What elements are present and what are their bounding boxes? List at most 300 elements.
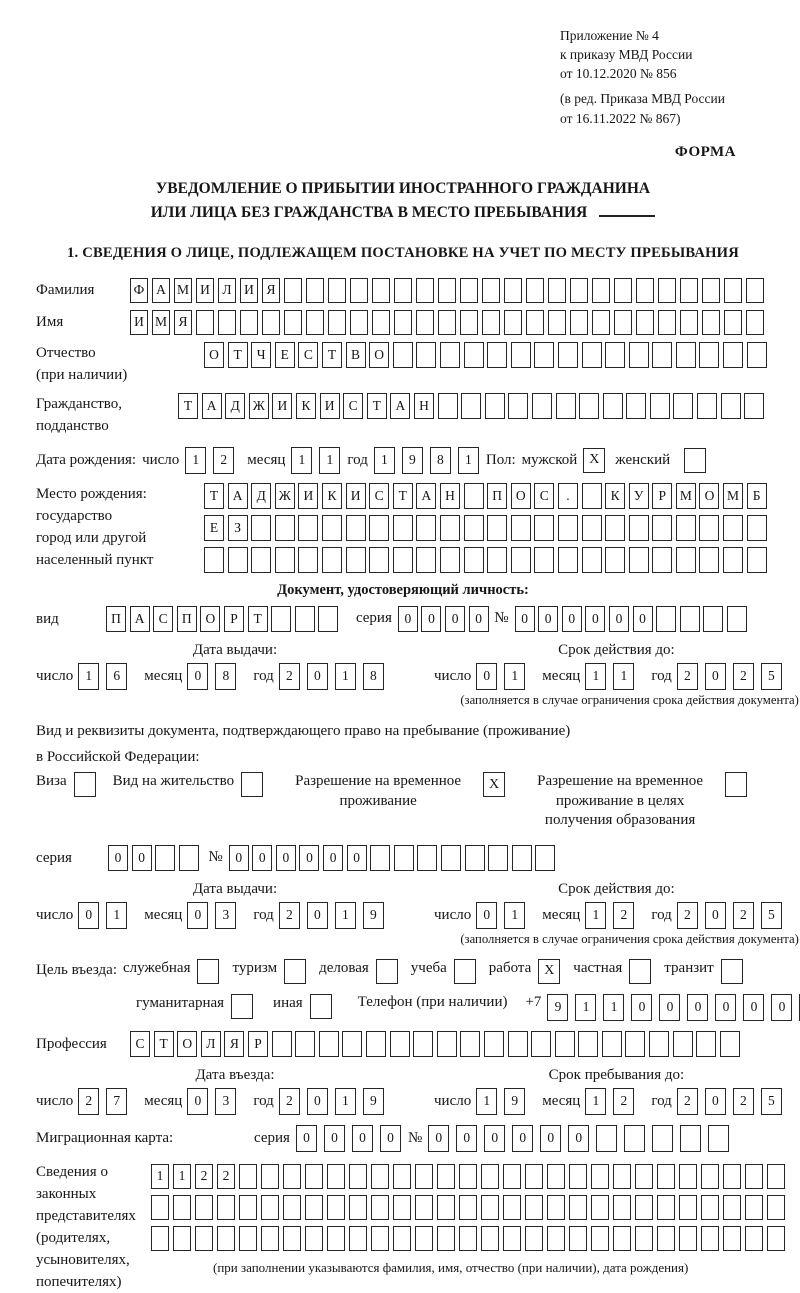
char-cell[interactable]: 6 (106, 663, 127, 690)
char-cell[interactable]: Ф (130, 278, 148, 303)
char-cell[interactable] (699, 342, 719, 368)
char-cell[interactable] (605, 342, 625, 368)
char-cell[interactable] (298, 515, 318, 541)
char-cell[interactable]: С (369, 483, 389, 509)
char-cell[interactable]: З (228, 515, 248, 541)
char-cell[interactable] (652, 515, 672, 541)
char-cell[interactable] (652, 342, 672, 368)
char-cell[interactable]: С (534, 483, 554, 509)
char-cell[interactable] (327, 1195, 345, 1220)
char-cell[interactable] (322, 515, 342, 541)
char-cell[interactable]: 1 (335, 1088, 356, 1115)
char-cell[interactable] (504, 310, 522, 335)
char-cell[interactable] (438, 393, 458, 419)
char-cell[interactable]: 0 (276, 845, 296, 871)
char-cell[interactable] (673, 393, 693, 419)
char-cell[interactable]: 0 (299, 845, 319, 871)
char-cell[interactable]: 0 (307, 902, 328, 929)
char-cell[interactable]: 1 (335, 902, 356, 929)
char-cell[interactable]: 5 (761, 663, 782, 690)
char-cell[interactable] (319, 1031, 339, 1057)
char-cell[interactable] (371, 1226, 389, 1251)
char-cell[interactable] (195, 1195, 213, 1220)
char-cell[interactable]: 1 (319, 447, 340, 474)
char-cell[interactable] (151, 1226, 169, 1251)
char-cell[interactable] (526, 310, 544, 335)
char-cell[interactable] (322, 547, 342, 573)
checkbox[interactable] (376, 959, 398, 984)
char-cell[interactable] (481, 1226, 499, 1251)
char-cell[interactable] (370, 845, 390, 871)
char-cell[interactable] (626, 393, 646, 419)
char-cell[interactable] (591, 1195, 609, 1220)
char-cell[interactable] (679, 1164, 697, 1189)
char-cell[interactable] (415, 1164, 433, 1189)
char-cell[interactable]: 2 (279, 1088, 300, 1115)
char-cell[interactable] (635, 1226, 653, 1251)
char-cell[interactable]: Я (224, 1031, 244, 1057)
char-cell[interactable] (649, 1031, 669, 1057)
char-cell[interactable] (570, 310, 588, 335)
char-cell[interactable] (508, 1031, 528, 1057)
char-cell[interactable]: 1 (504, 902, 525, 929)
char-cell[interactable] (676, 547, 696, 573)
char-cell[interactable] (723, 1226, 741, 1251)
char-cell[interactable] (613, 1195, 631, 1220)
char-cell[interactable] (217, 1226, 235, 1251)
char-cell[interactable]: 0 (398, 606, 418, 632)
char-cell[interactable] (555, 1031, 575, 1057)
char-cell[interactable]: 7 (106, 1088, 127, 1115)
char-cell[interactable] (676, 342, 696, 368)
char-cell[interactable]: 0 (469, 606, 489, 632)
char-cell[interactable]: 1 (575, 994, 596, 1021)
char-cell[interactable] (460, 310, 478, 335)
char-cell[interactable] (440, 342, 460, 368)
char-cell[interactable]: 2 (213, 447, 234, 474)
char-cell[interactable] (440, 515, 460, 541)
char-cell[interactable] (481, 1164, 499, 1189)
char-cell[interactable]: Ч (251, 342, 271, 368)
char-cell[interactable] (531, 1031, 551, 1057)
char-cell[interactable]: О (177, 1031, 197, 1057)
char-cell[interactable]: 1 (185, 447, 206, 474)
char-cell[interactable]: С (343, 393, 363, 419)
char-cell[interactable] (624, 1125, 645, 1152)
char-cell[interactable]: О (200, 606, 220, 632)
char-cell[interactable] (371, 1164, 389, 1189)
char-cell[interactable] (487, 547, 507, 573)
char-cell[interactable]: И (272, 393, 292, 419)
checkbox[interactable] (241, 772, 263, 797)
char-cell[interactable]: 2 (613, 1088, 634, 1115)
char-cell[interactable] (349, 1164, 367, 1189)
char-cell[interactable] (369, 515, 389, 541)
char-cell[interactable]: А (130, 606, 150, 632)
char-cell[interactable] (592, 310, 610, 335)
char-cell[interactable]: 8 (363, 663, 384, 690)
checkbox[interactable]: X (538, 959, 560, 984)
char-cell[interactable] (534, 547, 554, 573)
char-cell[interactable]: Т (204, 483, 224, 509)
char-cell[interactable]: Ж (275, 483, 295, 509)
char-cell[interactable]: 0 (609, 606, 629, 632)
char-cell[interactable] (679, 1226, 697, 1251)
char-cell[interactable]: 8 (215, 663, 236, 690)
char-cell[interactable] (582, 483, 602, 509)
char-cell[interactable] (283, 1164, 301, 1189)
char-cell[interactable]: 1 (335, 663, 356, 690)
char-cell[interactable] (349, 1195, 367, 1220)
char-cell[interactable]: П (487, 483, 507, 509)
char-cell[interactable] (680, 606, 700, 632)
char-cell[interactable] (721, 393, 741, 419)
char-cell[interactable]: 0 (771, 994, 792, 1021)
char-cell[interactable] (346, 547, 366, 573)
char-cell[interactable] (459, 1226, 477, 1251)
char-cell[interactable]: И (320, 393, 340, 419)
char-cell[interactable]: 1 (585, 902, 606, 929)
char-cell[interactable]: 9 (363, 1088, 384, 1115)
char-cell[interactable]: Т (367, 393, 387, 419)
char-cell[interactable] (569, 1164, 587, 1189)
char-cell[interactable] (657, 1226, 675, 1251)
char-cell[interactable] (393, 1164, 411, 1189)
char-cell[interactable]: 2 (733, 663, 754, 690)
char-cell[interactable] (503, 1164, 521, 1189)
char-cell[interactable] (511, 515, 531, 541)
char-cell[interactable] (437, 1164, 455, 1189)
char-cell[interactable] (155, 845, 175, 871)
char-cell[interactable]: М (676, 483, 696, 509)
char-cell[interactable]: 0 (296, 1125, 317, 1152)
char-cell[interactable] (658, 278, 676, 303)
char-cell[interactable]: 0 (659, 994, 680, 1021)
char-cell[interactable] (369, 547, 389, 573)
char-cell[interactable]: Н (414, 393, 434, 419)
char-cell[interactable]: Л (201, 1031, 221, 1057)
char-cell[interactable] (413, 1031, 433, 1057)
char-cell[interactable] (744, 393, 764, 419)
char-cell[interactable] (656, 606, 676, 632)
char-cell[interactable] (746, 278, 764, 303)
char-cell[interactable] (371, 1195, 389, 1220)
char-cell[interactable] (652, 1125, 673, 1152)
char-cell[interactable]: 0 (445, 606, 465, 632)
char-cell[interactable] (636, 278, 654, 303)
female-checkbox[interactable] (684, 448, 706, 473)
char-cell[interactable] (503, 1195, 521, 1220)
char-cell[interactable] (747, 342, 767, 368)
char-cell[interactable] (767, 1226, 785, 1251)
char-cell[interactable] (525, 1226, 543, 1251)
char-cell[interactable] (437, 1031, 457, 1057)
char-cell[interactable]: С (153, 606, 173, 632)
char-cell[interactable]: Я (174, 310, 192, 335)
char-cell[interactable]: 0 (538, 606, 558, 632)
char-cell[interactable]: 2 (677, 902, 698, 929)
char-cell[interactable] (629, 342, 649, 368)
checkbox[interactable] (310, 994, 332, 1019)
char-cell[interactable]: 0 (307, 1088, 328, 1115)
char-cell[interactable]: 2 (733, 1088, 754, 1115)
char-cell[interactable]: А (416, 483, 436, 509)
char-cell[interactable] (441, 845, 461, 871)
char-cell[interactable]: 5 (761, 902, 782, 929)
char-cell[interactable]: 1 (151, 1164, 169, 1189)
char-cell[interactable]: К (605, 483, 625, 509)
char-cell[interactable] (460, 278, 478, 303)
char-cell[interactable] (701, 1195, 719, 1220)
char-cell[interactable]: 0 (705, 1088, 726, 1115)
male-checkbox[interactable]: X (583, 448, 605, 473)
char-cell[interactable] (547, 1226, 565, 1251)
char-cell[interactable] (275, 547, 295, 573)
char-cell[interactable] (228, 547, 248, 573)
char-cell[interactable] (261, 1195, 279, 1220)
char-cell[interactable] (393, 1226, 411, 1251)
char-cell[interactable]: Т (154, 1031, 174, 1057)
char-cell[interactable] (605, 547, 625, 573)
char-cell[interactable]: 0 (562, 606, 582, 632)
char-cell[interactable] (438, 310, 456, 335)
char-cell[interactable]: М (723, 483, 743, 509)
char-cell[interactable] (525, 1195, 543, 1220)
char-cell[interactable] (460, 1031, 480, 1057)
char-cell[interactable]: Д (251, 483, 271, 509)
char-cell[interactable] (708, 1125, 729, 1152)
char-cell[interactable] (217, 1195, 235, 1220)
char-cell[interactable] (487, 342, 507, 368)
char-cell[interactable] (582, 342, 602, 368)
char-cell[interactable]: 3 (215, 1088, 236, 1115)
char-cell[interactable]: И (298, 483, 318, 509)
char-cell[interactable] (657, 1195, 675, 1220)
char-cell[interactable]: И (196, 278, 214, 303)
char-cell[interactable] (195, 1226, 213, 1251)
char-cell[interactable] (503, 1226, 521, 1251)
char-cell[interactable] (283, 1226, 301, 1251)
char-cell[interactable]: 9 (363, 902, 384, 929)
char-cell[interactable] (239, 1164, 257, 1189)
char-cell[interactable]: П (177, 606, 197, 632)
char-cell[interactable] (525, 1164, 543, 1189)
char-cell[interactable]: О (204, 342, 224, 368)
char-cell[interactable] (488, 845, 508, 871)
char-cell[interactable]: Р (248, 1031, 268, 1057)
char-cell[interactable] (328, 278, 346, 303)
char-cell[interactable] (464, 342, 484, 368)
char-cell[interactable] (535, 845, 555, 871)
char-cell[interactable]: 1 (78, 663, 99, 690)
checkbox[interactable] (725, 772, 747, 797)
char-cell[interactable]: 0 (187, 1088, 208, 1115)
char-cell[interactable] (295, 606, 315, 632)
char-cell[interactable] (680, 278, 698, 303)
char-cell[interactable] (485, 393, 505, 419)
char-cell[interactable]: 8 (430, 447, 451, 474)
checkbox[interactable] (721, 959, 743, 984)
char-cell[interactable] (614, 310, 632, 335)
char-cell[interactable] (251, 547, 271, 573)
char-cell[interactable]: К (296, 393, 316, 419)
char-cell[interactable] (512, 845, 532, 871)
char-cell[interactable] (745, 1226, 763, 1251)
checkbox[interactable] (197, 959, 219, 984)
char-cell[interactable] (603, 393, 623, 419)
char-cell[interactable] (614, 278, 632, 303)
char-cell[interactable] (702, 310, 720, 335)
char-cell[interactable] (578, 1031, 598, 1057)
char-cell[interactable]: 2 (78, 1088, 99, 1115)
char-cell[interactable]: М (174, 278, 192, 303)
char-cell[interactable] (328, 310, 346, 335)
char-cell[interactable] (658, 310, 676, 335)
char-cell[interactable] (366, 1031, 386, 1057)
char-cell[interactable] (680, 1125, 701, 1152)
char-cell[interactable] (459, 1164, 477, 1189)
char-cell[interactable]: 0 (512, 1125, 533, 1152)
char-cell[interactable]: 2 (279, 663, 300, 690)
char-cell[interactable]: Е (204, 515, 224, 541)
char-cell[interactable] (394, 310, 412, 335)
char-cell[interactable] (465, 845, 485, 871)
char-cell[interactable] (635, 1164, 653, 1189)
char-cell[interactable] (440, 547, 460, 573)
char-cell[interactable] (625, 1031, 645, 1057)
char-cell[interactable] (579, 393, 599, 419)
char-cell[interactable] (547, 1164, 565, 1189)
char-cell[interactable] (602, 1031, 622, 1057)
char-cell[interactable] (747, 515, 767, 541)
char-cell[interactable] (592, 278, 610, 303)
char-cell[interactable]: 2 (195, 1164, 213, 1189)
char-cell[interactable]: Л (218, 278, 236, 303)
char-cell[interactable] (390, 1031, 410, 1057)
char-cell[interactable] (416, 310, 434, 335)
char-cell[interactable]: И (130, 310, 148, 335)
char-cell[interactable]: 1 (458, 447, 479, 474)
char-cell[interactable] (482, 278, 500, 303)
checkbox[interactable] (74, 772, 96, 797)
char-cell[interactable] (487, 515, 507, 541)
char-cell[interactable] (556, 393, 576, 419)
char-cell[interactable]: 0 (421, 606, 441, 632)
char-cell[interactable]: 3 (215, 902, 236, 929)
char-cell[interactable]: 9 (402, 447, 423, 474)
char-cell[interactable]: 0 (380, 1125, 401, 1152)
char-cell[interactable] (723, 1195, 741, 1220)
char-cell[interactable] (673, 1031, 693, 1057)
char-cell[interactable] (569, 1195, 587, 1220)
char-cell[interactable]: 0 (568, 1125, 589, 1152)
char-cell[interactable]: 0 (540, 1125, 561, 1152)
char-cell[interactable]: 0 (132, 845, 152, 871)
char-cell[interactable] (703, 606, 723, 632)
char-cell[interactable] (305, 1226, 323, 1251)
char-cell[interactable] (196, 310, 214, 335)
char-cell[interactable]: Т (248, 606, 268, 632)
char-cell[interactable]: Б (747, 483, 767, 509)
char-cell[interactable] (179, 845, 199, 871)
char-cell[interactable] (438, 278, 456, 303)
char-cell[interactable] (173, 1195, 191, 1220)
char-cell[interactable] (635, 1195, 653, 1220)
char-cell[interactable] (464, 515, 484, 541)
char-cell[interactable]: 0 (687, 994, 708, 1021)
char-cell[interactable] (504, 278, 522, 303)
char-cell[interactable] (699, 515, 719, 541)
char-cell[interactable] (417, 845, 437, 871)
char-cell[interactable]: И (346, 483, 366, 509)
char-cell[interactable] (679, 1195, 697, 1220)
char-cell[interactable] (650, 393, 670, 419)
blank-line[interactable] (599, 215, 655, 217)
char-cell[interactable]: Т (228, 342, 248, 368)
char-cell[interactable]: 2 (733, 902, 754, 929)
char-cell[interactable] (306, 310, 324, 335)
char-cell[interactable]: 0 (324, 1125, 345, 1152)
char-cell[interactable]: М (152, 310, 170, 335)
char-cell[interactable] (459, 1195, 477, 1220)
char-cell[interactable] (481, 1195, 499, 1220)
char-cell[interactable]: О (699, 483, 719, 509)
checkbox[interactable] (284, 959, 306, 984)
char-cell[interactable] (701, 1164, 719, 1189)
char-cell[interactable]: О (369, 342, 389, 368)
char-cell[interactable]: 0 (108, 845, 128, 871)
char-cell[interactable]: 0 (323, 845, 343, 871)
char-cell[interactable]: 0 (476, 663, 497, 690)
char-cell[interactable] (393, 342, 413, 368)
char-cell[interactable] (306, 278, 324, 303)
char-cell[interactable] (680, 310, 698, 335)
char-cell[interactable] (275, 515, 295, 541)
char-cell[interactable] (298, 547, 318, 573)
char-cell[interactable] (558, 547, 578, 573)
char-cell[interactable] (346, 515, 366, 541)
char-cell[interactable] (508, 393, 528, 419)
char-cell[interactable] (261, 1164, 279, 1189)
char-cell[interactable] (204, 547, 224, 573)
char-cell[interactable] (723, 515, 743, 541)
char-cell[interactable] (591, 1164, 609, 1189)
char-cell[interactable]: 0 (347, 845, 367, 871)
char-cell[interactable] (629, 515, 649, 541)
char-cell[interactable] (173, 1226, 191, 1251)
char-cell[interactable] (548, 278, 566, 303)
char-cell[interactable] (284, 278, 302, 303)
char-cell[interactable] (696, 1031, 716, 1057)
char-cell[interactable]: А (202, 393, 222, 419)
char-cell[interactable] (284, 310, 302, 335)
char-cell[interactable]: Н (440, 483, 460, 509)
char-cell[interactable]: 1 (106, 902, 127, 929)
char-cell[interactable] (372, 278, 390, 303)
char-cell[interactable]: 0 (78, 902, 99, 929)
char-cell[interactable] (534, 342, 554, 368)
char-cell[interactable] (701, 1226, 719, 1251)
char-cell[interactable]: 0 (428, 1125, 449, 1152)
char-cell[interactable] (723, 547, 743, 573)
char-cell[interactable]: 5 (761, 1088, 782, 1115)
char-cell[interactable]: В (346, 342, 366, 368)
char-cell[interactable]: . (558, 483, 578, 509)
char-cell[interactable] (727, 606, 747, 632)
char-cell[interactable] (283, 1195, 301, 1220)
char-cell[interactable] (305, 1164, 323, 1189)
char-cell[interactable]: Д (225, 393, 245, 419)
